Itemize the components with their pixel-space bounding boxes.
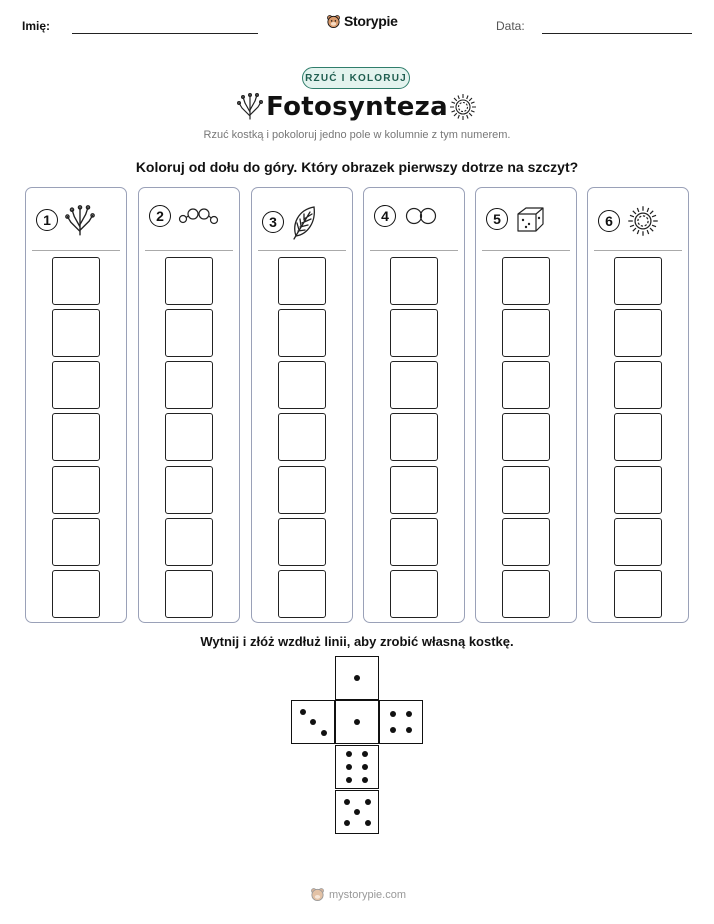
color-cell[interactable] [614,257,662,305]
column-divider [145,250,233,251]
color-cell[interactable] [614,570,662,618]
die-pip [321,730,327,736]
color-cell[interactable] [278,309,326,357]
column-4 [363,187,465,623]
subtitle: Rzuć kostką i pokoloruj jedno pole w kolumnie z tym numerem. [203,129,511,141]
activity-badge: RZUĆ I KOLORUJ [302,67,410,89]
column-number: 2 [149,205,171,227]
column-number: 6 [598,210,620,232]
bear-mascot-icon [310,887,325,902]
color-cell[interactable] [614,361,662,409]
die-face-1 [335,700,379,744]
column-number: 5 [486,208,508,230]
die-pip [346,751,352,757]
die-pip [344,799,350,805]
column-3 [251,187,353,623]
date-line[interactable] [542,33,692,34]
name-line[interactable] [72,33,258,34]
color-cell[interactable] [52,361,100,409]
color-cell[interactable] [390,413,438,461]
column-number: 3 [262,211,284,233]
color-cell[interactable] [52,570,100,618]
color-cell[interactable] [502,466,550,514]
column-number: 4 [374,205,396,227]
color-cell[interactable] [390,257,438,305]
color-cell[interactable] [614,466,662,514]
die-pip [365,820,371,826]
color-cell[interactable] [502,413,550,461]
color-cell[interactable] [165,413,213,461]
die-pip [300,709,306,715]
instruction: Koloruj od dołu do góry. Który obrazek pierwszy dotrze na szczyt? [135,159,579,175]
sun-icon [626,204,660,238]
color-cell[interactable] [390,309,438,357]
die-pip [362,764,368,770]
color-cell[interactable] [52,413,100,461]
color-cell[interactable] [165,257,213,305]
die-face-6 [335,745,379,789]
column-header [262,204,318,240]
sun-icon [448,92,478,127]
die-pip [354,809,360,815]
die-pip [365,799,371,805]
column-header [149,204,219,228]
color-cell[interactable] [278,570,326,618]
color-cell[interactable] [278,466,326,514]
die-pip [354,675,360,681]
die-pip [346,777,352,783]
color-cell[interactable] [390,518,438,566]
color-cell[interactable] [52,309,100,357]
column-divider [32,250,120,251]
color-cell[interactable] [390,466,438,514]
color-cell[interactable] [278,361,326,409]
date-label: Data: [496,19,525,33]
color-cell[interactable] [165,518,213,566]
column-header [598,204,660,238]
color-cell[interactable] [502,361,550,409]
color-cell[interactable] [52,466,100,514]
column-divider [258,250,346,251]
color-cell[interactable] [614,413,662,461]
die-pip [406,711,412,717]
column-divider [482,250,570,251]
storypie-logo [326,13,398,29]
page-title: Fotosynteza [266,92,448,122]
die-face-4 [379,700,423,744]
column-header [374,204,440,228]
column-divider [594,250,682,251]
die-face-3 [291,700,335,744]
die-face-5 [335,790,379,834]
name-label: Imię: [22,19,51,33]
column-5 [475,187,577,623]
die-pip [310,719,316,725]
column-6 [587,187,689,623]
color-cell[interactable] [165,570,213,618]
die-pip [362,777,368,783]
color-cell[interactable] [165,361,213,409]
column-2 [138,187,240,623]
column-number: 1 [36,209,58,231]
footer-url[interactable]: mystorypie.com [329,888,407,901]
color-cell[interactable] [502,570,550,618]
cut-instruction: Wytnij i złóż wzdłuż linii, aby zrobić własną kostkę. [200,634,514,649]
color-cell[interactable] [278,257,326,305]
color-cell[interactable] [390,361,438,409]
color-cell[interactable] [165,466,213,514]
color-cell[interactable] [502,309,550,357]
molecule-chain-icon [177,204,219,228]
sugar-cube-icon [514,204,546,234]
color-cell[interactable] [614,309,662,357]
die-pip [406,727,412,733]
die-pip [344,820,350,826]
column-header [486,204,546,234]
bear-mascot-icon [326,14,341,29]
die-face-1 [335,656,379,700]
die-pip [390,711,396,717]
color-cell[interactable] [52,518,100,566]
color-cell[interactable] [390,570,438,618]
column-header [36,204,96,236]
color-cell[interactable] [165,309,213,357]
color-cell[interactable] [614,518,662,566]
brand-name: Storypie [344,13,398,29]
column-divider [370,250,458,251]
column-1 [25,187,127,623]
die-pip [362,751,368,757]
die-pip [390,727,396,733]
die-pip [354,719,360,725]
color-cell[interactable] [278,518,326,566]
color-cell[interactable] [502,257,550,305]
footer [310,887,406,902]
color-cell[interactable] [502,518,550,566]
die-pip [346,764,352,770]
color-cell[interactable] [52,257,100,305]
plant-icon [64,204,96,236]
double-circle-icon [402,204,440,228]
leaf-icon [290,204,318,240]
color-cell[interactable] [278,413,326,461]
